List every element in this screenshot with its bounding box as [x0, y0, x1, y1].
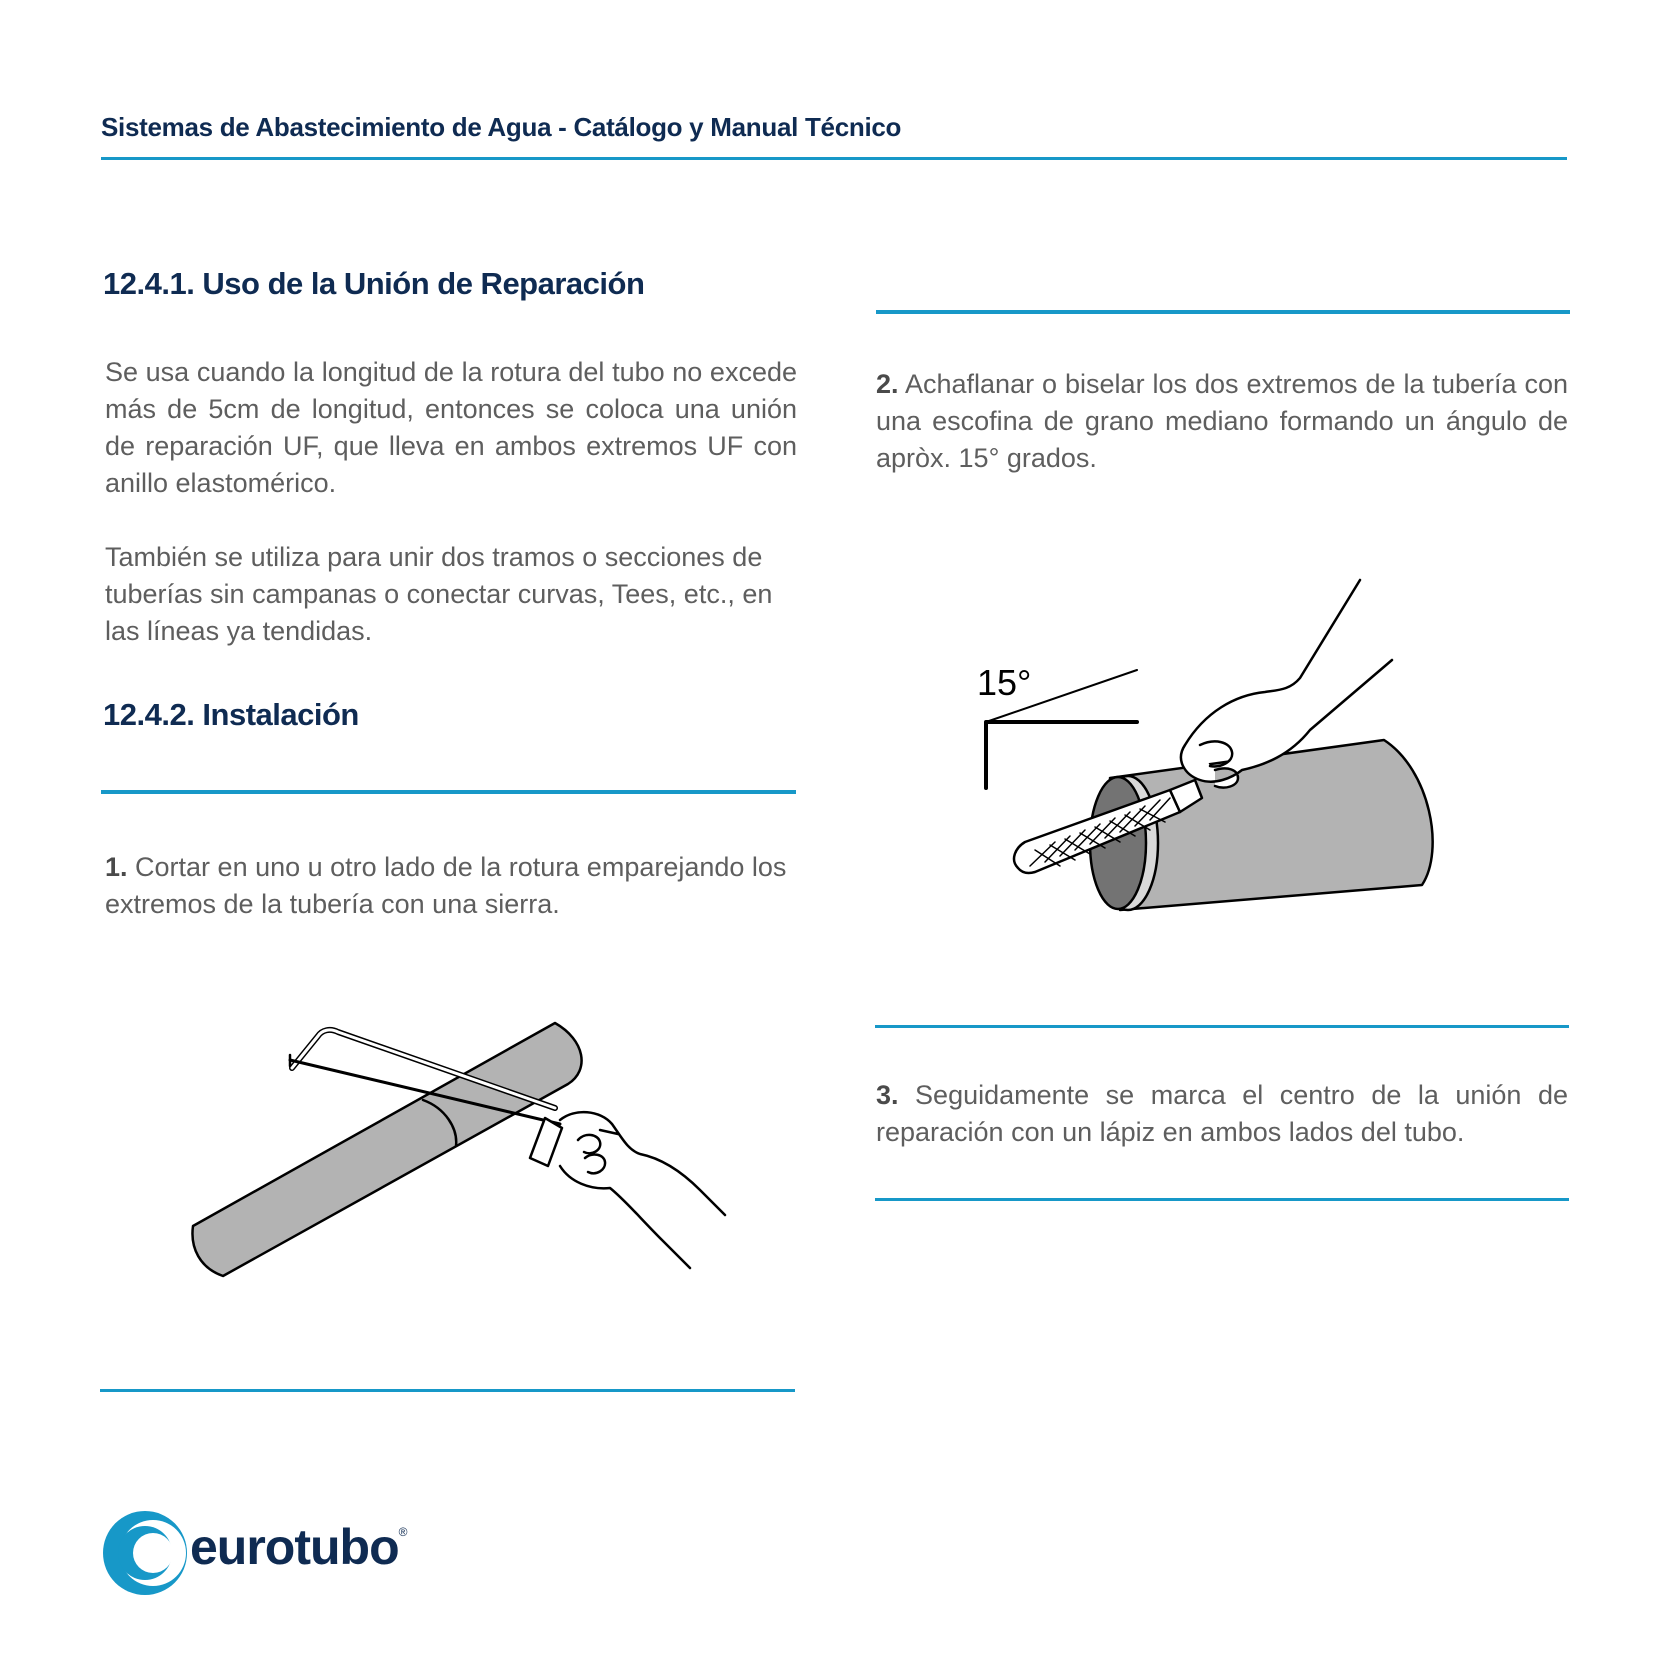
step-2-number: 2. — [876, 369, 899, 399]
step-3 — [876, 1077, 1568, 1151]
document-header-title: Sistemas de Abastecimiento de Agua - Catálogo y Manual Técnico — [101, 112, 902, 142]
paragraph-uso-2: También se utiliza para unir dos tramos o secciones de tuberías sin campanas o conectar curvas, Tees, etc., en las líneas ya tendidas. — [105, 542, 773, 646]
rule-step-3-bottom — [875, 1198, 1569, 1201]
eurotubo-logo-icon — [100, 1508, 190, 1598]
logo-name: eurotubo — [190, 1519, 399, 1575]
registered-mark: ® — [398, 1525, 407, 1540]
step-1-text: Cortar en uno u otro lado de la rotura emparejando los extremos de la tubería con una sierra. — [105, 852, 787, 919]
step-2-text: Achaflanar o biselar los dos extremos de la tubería con una escofina de grano mediano formando un ángulo de apròx. 15° grados. — [876, 369, 1568, 473]
pipe-body-2 — [1110, 740, 1433, 910]
logo-wordmark — [190, 1518, 406, 1576]
step-3-text: Seguidamente se marca el centro de la unión de reparación con un lápiz en ambos lados del tubo. — [876, 1080, 1568, 1147]
step-3-number: 3. — [876, 1080, 899, 1110]
section-heading-uso: 12.4.1. Uso de la Unión de Reparación — [103, 266, 645, 301]
paragraph-uso-1: Se usa cuando la longitud de la rotura del tubo no excede más de 5cm de longitud, entonces se coloca una unión de reparación UF, que lleva en ambos extremos UF con anillo elastomérico. — [105, 357, 797, 498]
step-1-number: 1. — [105, 852, 128, 882]
rule-step-3-top — [875, 1025, 1569, 1028]
angle-label: 15° — [977, 662, 1032, 703]
section-heading-instalacion: 12.4.2. Instalación — [103, 697, 359, 732]
